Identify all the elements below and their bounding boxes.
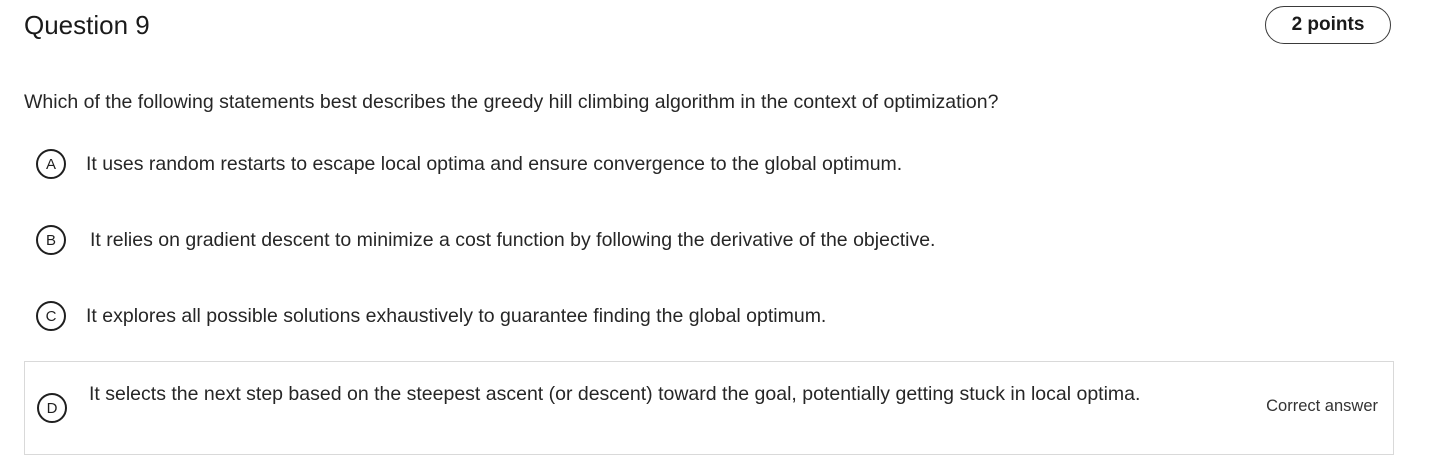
- points-badge: 2 points: [1265, 6, 1391, 44]
- option-text-c: It explores all possible solutions exhaustively to guarantee finding the global optimum.: [86, 304, 827, 327]
- option-letter-b: B: [36, 225, 66, 255]
- option-text-b: It relies on gradient descent to minimize a cost function by following the derivative of the objective.: [90, 228, 936, 251]
- question-title: Question 9: [24, 10, 150, 40]
- option-text-d: It selects the next step based on the steepest ascent (or descent) toward the goal, potentially getting stuck in local optima.: [89, 383, 1141, 405]
- option-letter-a: A: [36, 149, 66, 179]
- correct-answer-label: Correct answer: [1266, 397, 1378, 415]
- option-letter-c: C: [36, 301, 66, 331]
- question-text: Which of the following statements best describes the greedy hill climbing algorithm in the context of optimization?: [24, 91, 999, 113]
- option-b[interactable]: [36, 225, 935, 255]
- option-text-a: It uses random restarts to escape local optima and ensure convergence to the global optimum.: [86, 152, 903, 175]
- option-a[interactable]: [36, 149, 902, 179]
- option-letter-d: D: [37, 393, 67, 423]
- option-d[interactable]: [24, 361, 1394, 455]
- option-c[interactable]: [36, 301, 826, 331]
